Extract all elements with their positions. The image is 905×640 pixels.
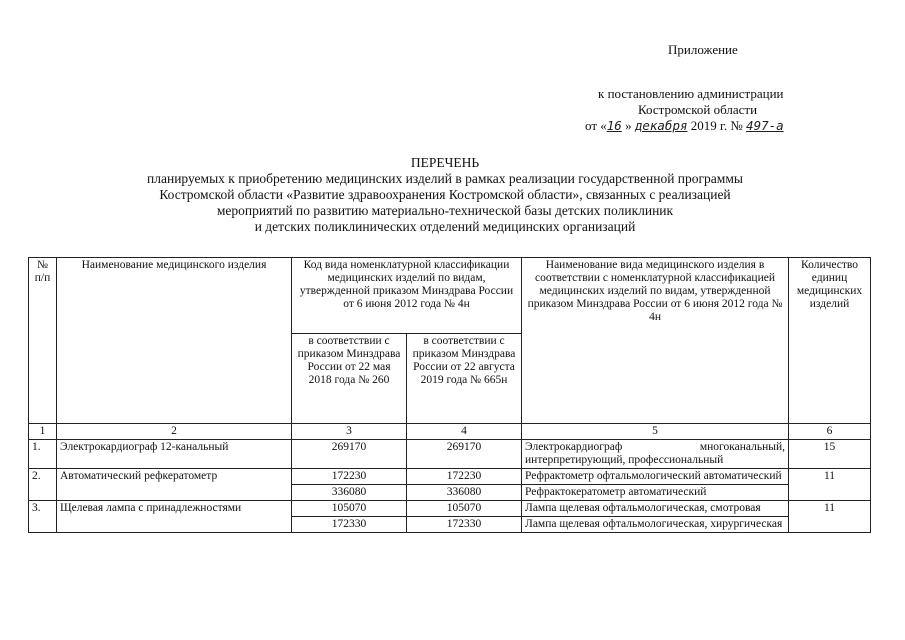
region-name: Костромской области — [638, 102, 758, 117]
row-qty: 15 — [789, 440, 871, 469]
equipment-table — [28, 257, 871, 533]
row-code-b: 336080 — [407, 485, 522, 501]
header-code: Код вида номенклатурной классификации медицинских изделий по видам, утвержденной приказом Минздрава России от 6 июня 2012 года № 4н — [292, 258, 522, 334]
row-type: Лампа щелевая офтальмологическая, смотровая — [522, 501, 789, 517]
decree-date-line — [585, 118, 784, 134]
row-name: Автоматический рефкератометр — [57, 469, 292, 501]
row-code-b: 172230 — [407, 469, 522, 485]
col-number: 6 — [789, 424, 871, 440]
row-type: Электрокардиограф многоканальный, интерпретирующий, профессиональный — [522, 440, 789, 469]
col-number: 4 — [407, 424, 522, 440]
header-code-a: в соответствии с приказом Минздрава России от 22 мая 2018 года № 260 — [292, 334, 407, 424]
row-code-b: 172330 — [407, 517, 522, 533]
row-name: Щелевая лампа с принадлежностями — [57, 501, 292, 533]
date-prefix: от « — [585, 118, 607, 133]
date-month: декабря — [634, 118, 688, 133]
row-num: 1. — [29, 440, 57, 469]
row-code-b: 269170 — [407, 440, 522, 469]
title-line: Костромской области «Развитие здравоохранения Костромской области», связанных с реализацией — [159, 187, 731, 202]
decree-reference: к постановлению администрации — [598, 86, 784, 101]
row-qty: 11 — [789, 501, 871, 533]
header-code-b: в соответствии с приказом Минздрава России от 22 августа 2019 года № 665н — [407, 334, 522, 424]
col-number: 5 — [522, 424, 789, 440]
col-number: 2 — [57, 424, 292, 440]
row-type: Рефрактометр офтальмологический автоматический — [522, 469, 789, 485]
row-code-a: 172330 — [292, 517, 407, 533]
row-num: 3. — [29, 501, 57, 533]
row-type: Рефрактокератометр автоматический — [522, 485, 789, 501]
row-code-a: 172230 — [292, 469, 407, 485]
row-name: Электрокардиограф 12-канальный — [57, 440, 292, 469]
row-qty: 11 — [789, 469, 871, 501]
header-name: Наименование медицинского изделия — [57, 258, 292, 424]
table-row — [29, 469, 871, 485]
title-line: планируемых к приобретению медицинских изделий в рамках реализации государственной программы — [147, 171, 743, 186]
annex-label: Приложение — [668, 42, 738, 57]
header-type: Наименование вида медицинского изделия в соответствии с номенклатурной классификацией медицинских изделий по видам, утвержденной приказом Минздрава России от 6 июня 2012 года № 4н — [522, 258, 789, 424]
date-day: 16 — [606, 118, 622, 133]
col-number: 3 — [292, 424, 407, 440]
date-year: 2019 г. № — [690, 118, 743, 133]
row-num: 2. — [29, 469, 57, 501]
header-num: № п/п — [29, 258, 57, 424]
row-code-b: 105070 — [407, 501, 522, 517]
table-row — [29, 501, 871, 517]
row-type: Лампа щелевая офтальмологическая, хирургическая — [522, 517, 789, 533]
date-mid: » — [625, 118, 632, 133]
title-heading: ПЕРЕЧЕНЬ — [410, 155, 480, 170]
decree-number: 497-а — [746, 118, 784, 133]
title-line: мероприятий по развитию материально-технической базы детских поликлиник — [216, 203, 674, 218]
document-title — [60, 155, 830, 235]
title-line: и детских поликлинических отделений медицинских организаций — [254, 219, 636, 234]
header-qty: Количество единиц медицинских изделий — [789, 258, 871, 424]
row-code-a: 105070 — [292, 501, 407, 517]
row-code-a: 336080 — [292, 485, 407, 501]
table-row — [29, 440, 871, 469]
col-number: 1 — [29, 424, 57, 440]
row-code-a: 269170 — [292, 440, 407, 469]
